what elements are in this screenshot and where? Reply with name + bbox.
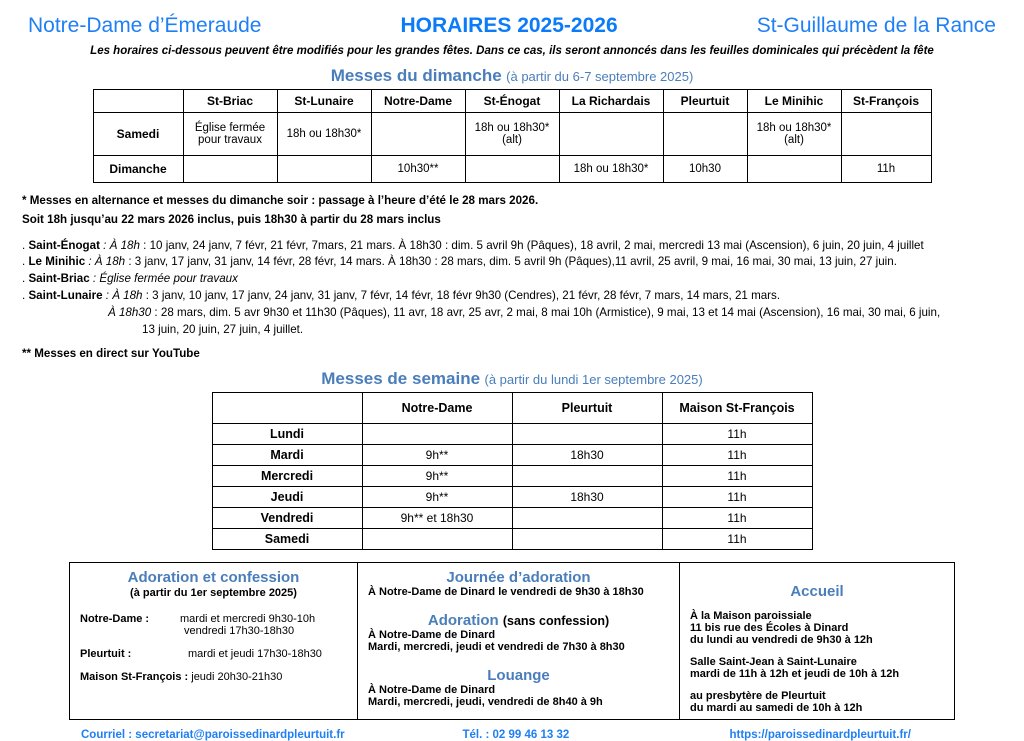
- note-church-name: Saint-Lunaire: [28, 288, 103, 302]
- accueil-presbytere-hours: du mardi au samedi de 10h à 12h: [690, 702, 863, 715]
- louange-schedule: Mardi, mercredi, jeudi, vendredi de 8h40 à 9h: [368, 696, 603, 709]
- adoration-confession-subtitle: (à partir du 1er septembre 2025): [130, 587, 297, 600]
- adoration-schedule: Mardi, mercredi, jeudi et vendredi de 7h30 à 8h30: [368, 641, 625, 654]
- sunday-col-le-minihic: Le Minihic: [747, 90, 841, 113]
- note-time-label: À 18h30: [108, 305, 152, 319]
- accueil-block-presbytere: [690, 690, 944, 714]
- cell-samedi-maison-wk: 11h: [662, 529, 812, 550]
- header-subtitle: Les horaires ci-dessous peuvent être modifiés pour les grandes fêtes. Dans ce cas, ils seront annoncés dans les feuilles dominicales qui précèdent la fête: [90, 45, 934, 57]
- note-church-name: Le Minihic: [28, 255, 86, 269]
- accueil-column: [680, 563, 954, 719]
- adoration-item-maison: [80, 671, 347, 683]
- table-row: [93, 113, 931, 156]
- accueil-block-maison: [690, 610, 944, 646]
- weekday-day-samedi: Samedi: [212, 529, 362, 550]
- louange-location: À Notre-Dame de Dinard: [368, 684, 496, 697]
- cell-samedi-pleurtuit-wk: [512, 529, 662, 550]
- adoration-label-notre-dame: Notre-Dame :: [80, 613, 150, 626]
- table-row: [212, 424, 812, 445]
- page-header: [0, 0, 1024, 38]
- adoration-confession-title: Adoration et confession: [127, 569, 300, 587]
- cell-dimanche-notre-dame: 10h30**: [371, 156, 465, 183]
- adoration-location: À Notre-Dame de Dinard: [368, 629, 496, 642]
- note-time-label: : À 18h: [85, 255, 126, 269]
- note-saint-briac: [22, 271, 1002, 288]
- cell-jeudi-notre-dame: 9h**: [362, 487, 512, 508]
- note-dates-a: : 10 janv, 24 janv, 7 févr, 21 févr, 7mars, 21 mars. À 18h30: [139, 238, 442, 252]
- sunday-heading-main: Messes du dimanche: [330, 66, 502, 85]
- weekday-day-jeudi: Jeudi: [212, 487, 362, 508]
- note-church-name: Saint-Énogat: [28, 238, 100, 252]
- cell-mercredi-notre-dame: 9h**: [362, 466, 512, 487]
- note-closed-text: : Église fermée pour travaux: [89, 272, 238, 286]
- adoration-title-suffix: (sans confession): [502, 614, 610, 629]
- table-row: [212, 445, 812, 466]
- cell-dimanche-la-richardais: 18h ou 18h30*: [559, 156, 663, 183]
- adoration-value-maison: jeudi 20h30-21h30: [191, 671, 283, 684]
- cell-vendredi-pleurtuit: [512, 508, 662, 529]
- notes-section: [0, 193, 1024, 338]
- weekday-col-notre-dame: Notre-Dame: [362, 393, 512, 424]
- sunday-col-blank: [93, 90, 183, 113]
- table-row: [93, 156, 931, 183]
- table-row: [212, 529, 812, 550]
- sunday-col-st-lunaire: St-Lunaire: [277, 90, 371, 113]
- cell-mardi-notre-dame: 9h**: [362, 445, 512, 466]
- note-summer-time: Soit 18h jusqu’au 22 mars 2026 inclus, puis 18h30 à partir du 28 mars inclus: [22, 212, 441, 226]
- note-dates-b: : 28 mars, dim. 5 avril 9h (Pâques),11 avril, 25 avril, 9 mai, 16 mai, 30 mai, 13 juin, 27 juin.: [431, 255, 897, 269]
- cell-lundi-maison: 11h: [662, 424, 812, 445]
- bullet-marker: .: [22, 238, 29, 252]
- sunday-heading-sub: (à partir du 6-7 septembre 2025): [506, 69, 694, 84]
- note-time-label: : À 18h: [102, 288, 143, 302]
- cell-mercredi-maison: 11h: [662, 466, 812, 487]
- adoration-confession-column: [70, 563, 358, 719]
- adoration-value-notre-dame-2: vendredi 17h30-18h30: [184, 625, 295, 638]
- table-header-row: [212, 393, 812, 424]
- bullet-marker: .: [22, 272, 29, 286]
- accueil-salle-name: Salle Saint-Jean à Saint-Lunaire: [690, 656, 857, 669]
- note-dates-b: : dim. 5 avril 9h (Pâques), 18 avril, 2 mai, mercredi 13 mai (Ascension), 6 juin, 20 juin, 4 juillet: [441, 238, 924, 252]
- note-time-label: : À 18h: [99, 238, 140, 252]
- weekday-day-mardi: Mardi: [212, 445, 362, 466]
- cell-vendredi-notre-dame: 9h** et 18h30: [362, 508, 512, 529]
- weekday-day-mercredi: Mercredi: [212, 466, 362, 487]
- table-row: [212, 487, 812, 508]
- cell-samedi-le-minihic: 18h ou 18h30* (alt): [747, 113, 841, 156]
- cell-dimanche-le-minihic: [747, 156, 841, 183]
- note-saint-lunaire-cont: 13 juin, 20 juin, 27 juin, 4 juillet.: [142, 322, 304, 336]
- sunday-mass-table: [93, 89, 932, 183]
- adoration-label-pleurtuit: Pleurtuit :: [80, 648, 132, 661]
- sunday-row-day-samedi: Samedi: [93, 113, 183, 156]
- cell-jeudi-maison: 11h: [662, 487, 812, 508]
- table-header-row: [93, 90, 931, 113]
- weekday-heading-sub: (à partir du lundi 1er septembre 2025): [484, 372, 703, 388]
- sunday-col-st-briac: St-Briac: [183, 90, 277, 113]
- note-youtube: ** Messes en direct sur YouTube: [22, 347, 200, 361]
- cell-samedi-notre-dame-wk: [362, 529, 512, 550]
- sunday-section-heading: [0, 66, 1024, 86]
- cell-dimanche-st-enogat: [465, 156, 559, 183]
- cell-samedi-la-richardais: [559, 113, 663, 156]
- footer-email[interactable]: Courriel : secretariat@paroissedinardpleurtuit.fr: [81, 729, 345, 741]
- note-st-enogat: [22, 238, 1002, 255]
- table-row: [212, 466, 812, 487]
- cell-vendredi-maison: 11h: [662, 508, 812, 529]
- cell-dimanche-pleurtuit: 10h30: [663, 156, 747, 183]
- accueil-salle-hours: mardi de 11h à 12h et jeudi de 10h à 12h: [690, 668, 900, 681]
- adoration-title-text: Adoration: [427, 612, 499, 630]
- cell-lundi-notre-dame: [362, 424, 512, 445]
- note-alternance: * Messes en alternance et messes du dimanche soir : passage à l’heure d’été le 28 mars 2026.: [22, 194, 539, 207]
- bullet-marker: .: [22, 288, 29, 302]
- cell-dimanche-st-lunaire: [277, 156, 371, 183]
- cell-mardi-pleurtuit: 18h30: [512, 445, 662, 466]
- accueil-maison-address: 11 bis rue des Écoles à Dinard: [690, 622, 849, 635]
- note-dates-a: : 3 janv, 10 janv, 17 janv, 24 janv, 31 janv, 7 févr, 14 févr, 18 févr 9h30 (Cendres), 21 févr, 28 févr, 7 mars, 14 mars, 21 mars.: [142, 288, 781, 302]
- weekday-section-heading: [0, 369, 1024, 389]
- note-le-minihic: [22, 254, 1002, 271]
- note-saint-lunaire: [22, 288, 1002, 305]
- parish-name-right: St-Guillaume de la Rance: [756, 14, 996, 37]
- accueil-maison-hours: du lundi au vendredi de 9h30 à 12h: [690, 634, 873, 647]
- parish-name-left: Notre-Dame d’Émeraude: [28, 14, 262, 37]
- cell-samedi-st-francois: [841, 113, 931, 156]
- weekday-heading-main: Messes de semaine: [321, 369, 481, 389]
- cell-mardi-maison: 11h: [662, 445, 812, 466]
- table-row: [212, 508, 812, 529]
- sunday-col-la-richardais: La Richardais: [559, 90, 663, 113]
- adoration-label-maison: Maison St-François :: [80, 671, 189, 684]
- louange-title: Louange: [487, 667, 550, 685]
- adoration-item-notre-dame: [80, 613, 347, 637]
- sunday-col-pleurtuit: Pleurtuit: [663, 90, 747, 113]
- cell-mercredi-pleurtuit: [512, 466, 662, 487]
- note-church-name: Saint-Briac: [28, 272, 90, 286]
- adoration-value-pleurtuit: mardi et jeudi 17h30-18h30: [188, 648, 322, 661]
- sunday-row-day-dimanche: Dimanche: [93, 156, 183, 183]
- note-dates-b: : 28 mars, dim. 5 avr 9h30 et 11h30 (Pâques), 11 avr, 18 avr, 25 avr, 2 mai, 8 mai 10h (Armistice), 9 mai, 13 et 14 mai (Ascension), 16 mai, 30 mai, 6 juin,: [151, 305, 941, 319]
- bottom-info-box: [69, 562, 955, 720]
- weekday-col-blank: [212, 393, 362, 424]
- adoration-value-notre-dame: mardi et mercredi 9h30-10h: [180, 613, 316, 626]
- cell-dimanche-st-francois: 11h: [841, 156, 931, 183]
- cell-samedi-st-enogat: 18h ou 18h30* (alt): [465, 113, 559, 156]
- page-footer: [37, 729, 987, 741]
- footer-phone: Tél. : 02 99 46 13 32: [462, 729, 570, 741]
- weekday-col-pleurtuit: Pleurtuit: [512, 393, 662, 424]
- accueil-maison-name: À la Maison paroissiale: [690, 610, 812, 623]
- accueil-presbytere-name: au presbytère de Pleurtuit: [690, 690, 826, 703]
- weekday-mass-table: [212, 392, 813, 550]
- weekday-day-lundi: Lundi: [212, 424, 362, 445]
- adoration-title: [368, 612, 669, 629]
- cell-samedi-st-lunaire: 18h ou 18h30*: [277, 113, 371, 156]
- accueil-block-salle: [690, 656, 944, 680]
- page-title: HORAIRES 2025-2026: [400, 14, 618, 37]
- cell-samedi-st-briac: Église fermée pour travaux: [183, 113, 277, 156]
- footer-website-link[interactable]: https://paroissedinardpleurtuit.fr/: [729, 729, 911, 741]
- sunday-col-st-francois: St-François: [841, 90, 931, 113]
- journee-adoration-title: Journée d’adoration: [446, 569, 591, 587]
- bullet-marker: .: [22, 255, 29, 269]
- cell-jeudi-pleurtuit: 18h30: [512, 487, 662, 508]
- note-dates-a: : 3 janv, 17 janv, 31 janv, 14 févr, 28 févr, 14 mars. À 18h30: [125, 255, 432, 269]
- sunday-col-st-enogat: St-Énogat: [465, 90, 559, 113]
- weekday-day-vendredi: Vendredi: [212, 508, 362, 529]
- adoration-days-column: [358, 563, 680, 719]
- note-saint-lunaire-1830: [22, 305, 1002, 322]
- weekday-col-maison-st-francois: Maison St-François: [662, 393, 812, 424]
- adoration-item-pleurtuit: [80, 648, 347, 660]
- cell-samedi-notre-dame: [371, 113, 465, 156]
- cell-samedi-pleurtuit: [663, 113, 747, 156]
- sunday-col-notre-dame: Notre-Dame: [371, 90, 465, 113]
- accueil-title: Accueil: [790, 583, 844, 601]
- cell-dimanche-st-briac: [183, 156, 277, 183]
- journee-adoration-line: À Notre-Dame de Dinard le vendredi de 9h30 à 18h30: [368, 586, 644, 599]
- cell-lundi-pleurtuit: [512, 424, 662, 445]
